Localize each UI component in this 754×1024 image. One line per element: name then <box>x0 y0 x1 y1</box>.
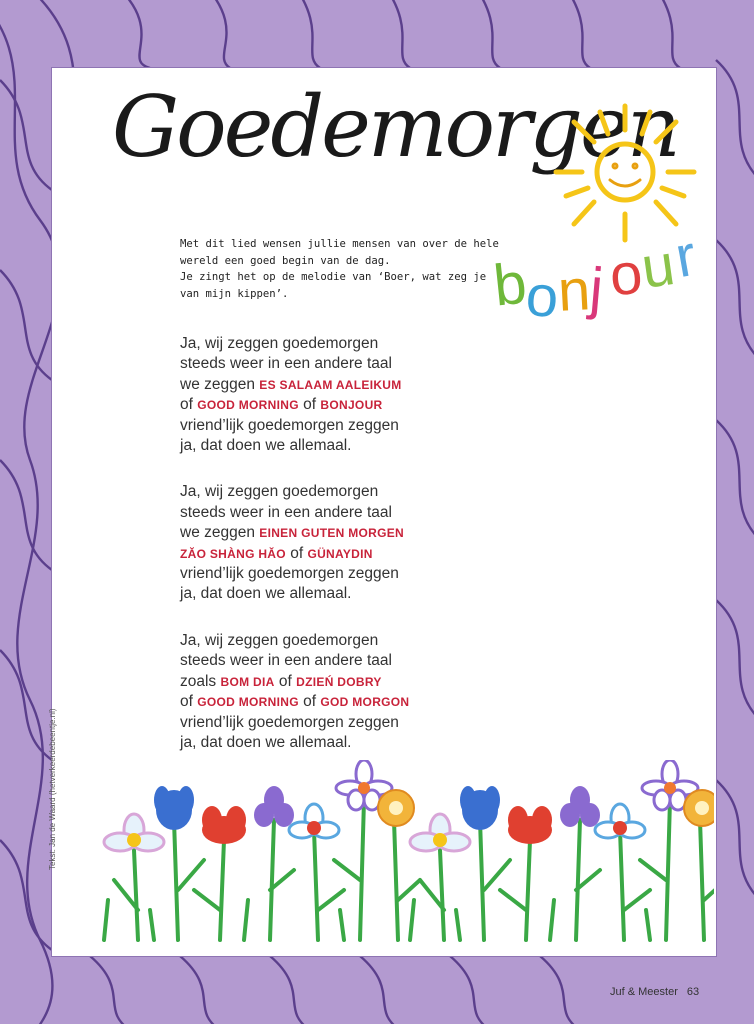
bonjour-letter: n <box>556 257 592 324</box>
greeting-highlight: GOOD MORNING <box>197 695 299 710</box>
song-lyrics <box>180 334 560 779</box>
page-title: Goedemorgen <box>112 78 678 176</box>
intro-text <box>180 236 520 302</box>
verse-1 <box>180 334 560 456</box>
intro-line: Je zingt het op de melodie van ‘Boer, wat zeg je <box>180 271 487 283</box>
greeting-highlight: GÜNAYDIN <box>307 546 373 561</box>
intro-line: wereld een goed begin van de dag. <box>180 254 391 267</box>
lyrics-credit: Tekst: Jan de Waard (hetverkeerdebeentje.nl) <box>48 708 57 870</box>
lyric-line: zoals BOM DIA of DZIEŃ DOBRY <box>180 672 382 690</box>
greeting-highlight: GOD MORGON <box>320 695 410 710</box>
lyric-line: ZĂO SHÀNG HĂO of GÜNAYDIN <box>180 544 373 562</box>
lyric-line: Ja, wij zeggen goedemorgen <box>180 631 379 649</box>
content-panel <box>48 68 716 956</box>
bonjour-letter: o <box>523 262 561 331</box>
bonjour-letter: o <box>607 240 645 309</box>
lyric-line: steeds weer in een andere taal <box>180 652 392 670</box>
lyric-line: ja, dat doen we allemaal. <box>180 585 352 603</box>
intro-line: van mijn kippen’. <box>180 287 289 300</box>
bonjour-letter: u <box>637 232 679 301</box>
flowers-drawing-icon <box>94 760 714 950</box>
bonjour-letter: j <box>587 255 606 322</box>
page-number: 63 <box>686 986 700 998</box>
greeting-highlight: EINEN GUTEN MORGEN <box>259 526 405 541</box>
greeting-highlight: BOM DIA <box>220 674 275 689</box>
lyric-line: vriend’lijk goedemorgen zeggen <box>180 565 399 583</box>
verse-2 <box>180 482 560 604</box>
lyric-line: Ja, wij zeggen goedemorgen <box>180 335 379 352</box>
bonjour-letter: r <box>670 222 701 291</box>
greeting-highlight: DZIEŃ DOBRY <box>296 674 382 689</box>
bonjour-drawing <box>490 222 724 336</box>
lyric-line: of GOOD MORNING of BONJOUR <box>180 396 383 414</box>
greeting-highlight: ZĂO SHÀNG HĂO <box>180 546 286 561</box>
lyric-line: vriend’lijk goedemorgen zeggen <box>180 416 399 434</box>
lyric-line: Ja, wij zeggen goedemorgen <box>180 483 379 501</box>
lyric-line: we zeggen ES SALAAM AALEIKUM <box>180 375 402 393</box>
page-footer <box>610 986 699 998</box>
verse-3 <box>180 631 560 753</box>
lyric-line: of GOOD MORNING of GOD MORGON <box>180 693 410 711</box>
lyric-line: ja, dat doen we allemaal. <box>180 733 352 751</box>
intro-line: Met dit lied wensen jullie mensen van over de hele <box>180 238 499 250</box>
greeting-highlight: ES SALAAM AALEIKUM <box>259 377 402 392</box>
lyric-line: ja, dat doen we allemaal. <box>180 437 352 455</box>
magazine-name: Juf & Meester <box>610 986 678 998</box>
lyric-line: steeds weer in een andere taal <box>180 355 392 373</box>
bonjour-letter: b <box>490 250 530 319</box>
greeting-highlight: GOOD MORNING <box>197 398 299 413</box>
lyric-line: we zeggen EINEN GUTEN MORGEN <box>180 524 405 542</box>
greeting-highlight: BONJOUR <box>320 398 383 413</box>
lyric-line: steeds weer in een andere taal <box>180 503 392 521</box>
lyric-line: vriend’lijk goedemorgen zeggen <box>180 713 399 731</box>
